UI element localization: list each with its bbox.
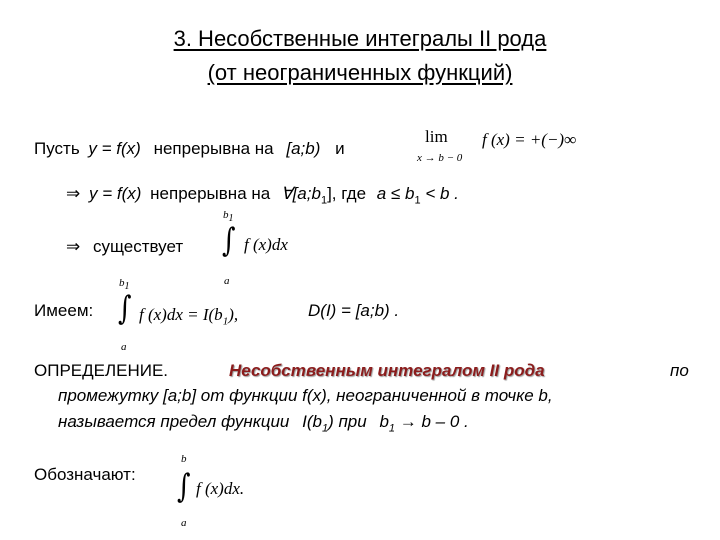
- definition-line-2: промежутку [a;b] от функции f(x), неограниченной в точке b,: [58, 386, 553, 405]
- integral-icon: ∫: [118, 290, 132, 328]
- definition-term: Несобственным интегралом II рода: [229, 361, 545, 380]
- row4-integrand: f $(x)dx = I(b_1)$,: [139, 305, 239, 328]
- row1-and: и: [335, 139, 345, 158]
- row-3: [66, 238, 183, 255]
- row1-lim-sub: x → b − 0: [417, 152, 463, 164]
- row1-cont: непрерывна на: [153, 139, 274, 158]
- row1-limit-expr: f (x) = +(−)∞: [482, 130, 577, 149]
- row-1: [34, 140, 345, 157]
- notation-int-lower: a: [181, 517, 187, 529]
- notation-int-upper: b: [181, 453, 187, 465]
- row3-int-upper: $b_1$: [223, 209, 234, 225]
- title-line-2: (от неограниченных функций): [207, 60, 513, 85]
- row3-int-lower: a: [224, 275, 230, 287]
- row1-pust: Пусть: [34, 139, 80, 158]
- implies-icon: ⇒: [66, 237, 81, 256]
- row2-func: y = f(x): [88, 184, 142, 203]
- title-line-1: 3. Несобственные интегралы II рода: [173, 26, 547, 51]
- row2-interval: $\forall[a;b_1]$, где: [280, 184, 367, 207]
- row4-domain: D(I) = [a;b) .: [308, 301, 400, 320]
- row-2: [66, 185, 459, 206]
- implies-icon: ⇒: [66, 184, 81, 203]
- row3-integrand: f (x)dx: [244, 235, 288, 254]
- notation-label: Обозначают:: [34, 465, 136, 484]
- row2-cond: $a \le b_1 < b$ .: [376, 184, 459, 207]
- row4-imeem: Имеем:: [34, 301, 94, 320]
- integral-icon: ∫: [177, 468, 191, 506]
- row1-lim: lim: [425, 127, 448, 146]
- row3-exists: существует: [92, 237, 184, 256]
- row4-int-lower: a: [121, 341, 127, 353]
- notation-integrand: f (x)dx.: [196, 479, 245, 498]
- row1-func: y = f(x): [88, 139, 141, 158]
- row1-interval: [a;b): [286, 139, 321, 158]
- definition-po: по: [670, 361, 689, 380]
- definition-line-3: называется предел функции $I(b_1)$ при $b_1 \to b - 0$ .: [58, 412, 469, 435]
- integral-icon: ∫: [222, 222, 236, 260]
- row4-int-upper: $b_1$: [119, 277, 130, 293]
- row2-cont: непрерывна на: [150, 184, 271, 203]
- definition-label: ОПРЕДЕЛЕНИЕ.: [34, 361, 169, 380]
